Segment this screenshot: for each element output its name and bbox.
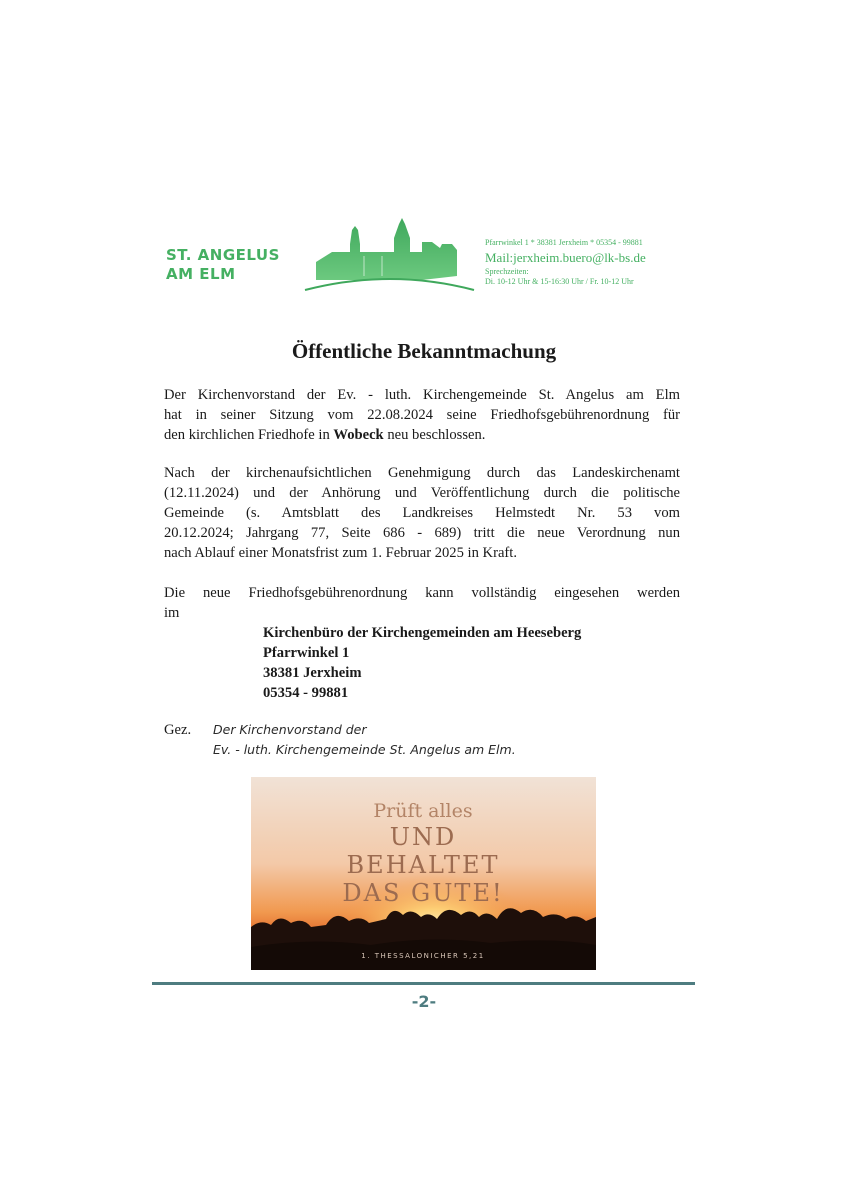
logo-line-1: ST. ANGELUS [166,246,280,264]
text-line: Gemeinde (s. Amtsblatt des Landkreises Helmstedt Nr. 53 vom [164,505,680,521]
contact-info [485,238,646,287]
paragraph-approval [164,463,680,563]
office-hours: Di. 10-12 Uhr & 15-16:30 Uhr / Fr. 10-12 Uhr [485,277,634,286]
verse-reference: 1. THESSALONICHER 5,21 [361,952,485,960]
contact-address: Pfarrwinkel 1 * 38381 Jerxheim * 05354 - 99881 [485,238,643,247]
paragraph-inspection [164,583,680,623]
text-fragment: den kirchlichen Friedhofe in [164,427,334,443]
signature-line-1: Der Kirchenvorstand der [213,722,367,737]
logo-line-2: AM ELM [166,265,236,283]
church-silhouette-icon [302,214,477,294]
text-line: Nach der kirchenaufsichtlichen Genehmigung durch das Landeskirchenamt [164,465,680,481]
contact-email[interactable]: Mail:jerxheim.buero@lk-bs.de [485,250,646,265]
verse-line-2: UND [389,823,457,851]
church-logo-text [166,246,280,284]
text-line: nach Ablauf einer Monatsfrist zum 1. Februar 2025 in Kraft. [164,545,517,561]
verse-line-3: BEHALTET [346,851,500,879]
address-line: Kirchenbüro der Kirchengemeinden am Heeseberg [263,625,582,641]
sunset-bible-verse-image [251,777,596,970]
text-line: im [164,605,180,621]
footer-divider [152,982,695,985]
address-line: 38381 Jerxheim [263,665,362,681]
text-line: 20.12.2024; Jahrgang 77, Seite 686 - 689) tritt die neue Verordnung nun [164,525,680,541]
signed-label: Gez. [164,722,192,738]
verse-line-4: DAS GUTE! [342,879,504,907]
address-phone: 05354 - 99881 [263,685,349,701]
paragraph-decision [164,385,680,445]
office-hours-label: Sprechzeiten: [485,267,529,276]
text-line: Der Kirchenvorstand der Ev. - luth. Kirchengemeinde St. Angelus am Elm [164,387,680,403]
text-line [164,425,680,445]
office-address [263,623,581,703]
page-title: Öffentliche Bekanntmachung [291,339,557,363]
address-line: Pfarrwinkel 1 [263,645,350,661]
text-line: (12.11.2024) und der Anhörung und Veröffentlichung durch die politische [164,485,680,501]
place-name: Wobeck [333,427,384,443]
text-fragment: neu beschlossen. [383,427,486,443]
text-line: Die neue Friedhofsgebührenordnung kann vollständig eingesehen werden [164,585,680,601]
text-line: hat in seiner Sitzung vom 22.08.2024 seine Friedhofsgebührenordnung für [164,407,680,423]
signature-line-2: Ev. - luth. Kirchengemeinde St. Angelus am Elm. [213,742,516,757]
verse-line-1: Prüft alles [373,800,473,822]
page-number: -2- [411,992,437,1011]
